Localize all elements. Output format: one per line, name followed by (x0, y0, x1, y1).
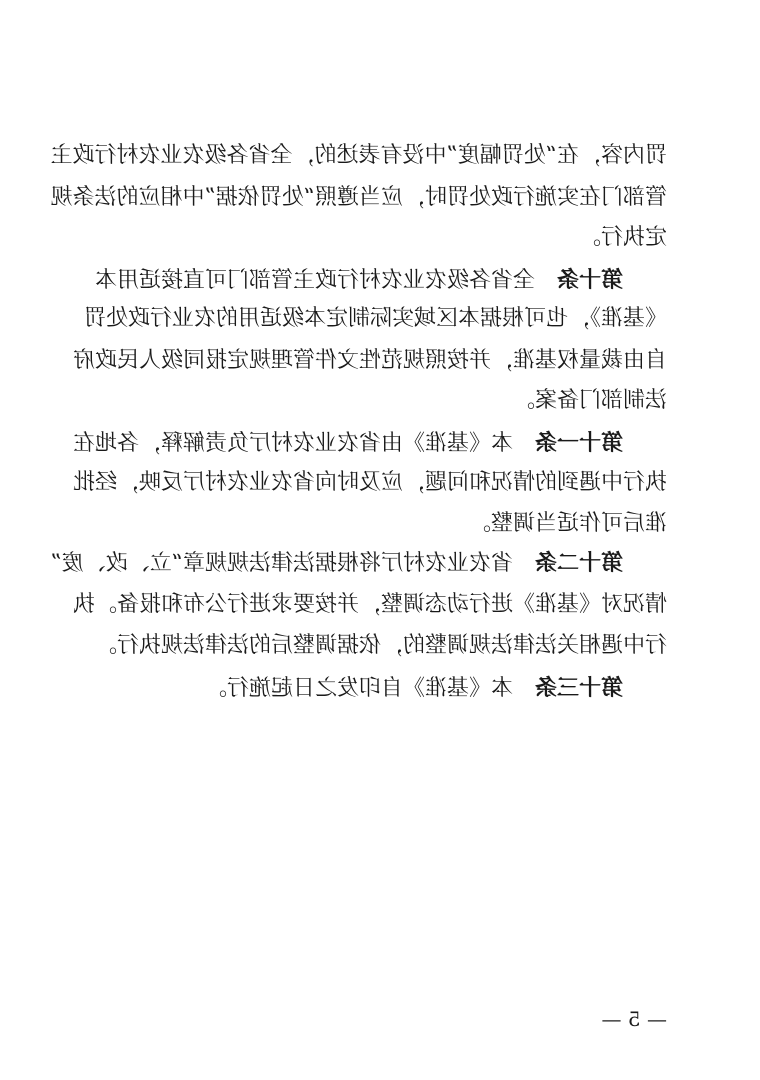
article-12-line (50, 547, 623, 579)
text-line (579, 222, 667, 254)
line-text: 省农业农村厅将根据法律法规规章“立、改、废” (50, 551, 513, 576)
line-text: 罚内容，在“处罚幅度”中没有表述的，全省各级农业农村行政主 (50, 143, 667, 168)
text-line (51, 140, 668, 172)
text-line (95, 630, 667, 662)
article-10-heading: 第十条 (556, 267, 623, 293)
line-text: 自由裁量权基准，并按照规范性文件管理规定报同级人民政府 (72, 348, 667, 373)
article-10-line (95, 264, 623, 296)
page-number: — 5 — (601, 1007, 667, 1031)
article-13-heading: 第十三条 (534, 675, 623, 701)
line-text: 本《基准》自印发之日起施行。 (204, 676, 513, 701)
line-text: 情况对《基准》进行动态调整，并按要求进行公布和报备。执 (72, 592, 667, 617)
text-line (51, 182, 668, 214)
line-text: 本《基准》由省农业农村厅负责解释，各地在 (72, 431, 513, 456)
line-text: 法制部门备案。 (512, 388, 667, 413)
article-12-heading: 第十二条 (534, 550, 623, 576)
line-text: 《基准》，也可根据本区域实际制定本级适用的农业行政处罚 (83, 306, 667, 331)
article-13-line (205, 672, 623, 704)
line-text: 行中遇相关法律法规调整的，依据调整后的法律法规执行。 (94, 633, 667, 658)
text-line (469, 508, 667, 540)
text-line (73, 467, 667, 499)
article-11-line (73, 427, 623, 459)
line-text: 全省各级农业农村行政主管部门可直接适用本 (94, 268, 535, 293)
line-text: 定执行。 (578, 225, 667, 250)
text-line (73, 589, 667, 621)
text-line (84, 303, 667, 335)
article-11-heading: 第十一条 (534, 430, 623, 456)
line-text: 准后可作适当调整。 (468, 511, 667, 536)
text-line (73, 345, 667, 377)
line-text: 执行中遇到的情况和问题，应及时向省农业农村厅反映，经批 (72, 470, 667, 495)
line-text: 管部门在实施行政处罚时，应当遵照“处罚依据”中相应的法条规 (50, 185, 667, 210)
text-line (513, 385, 667, 417)
